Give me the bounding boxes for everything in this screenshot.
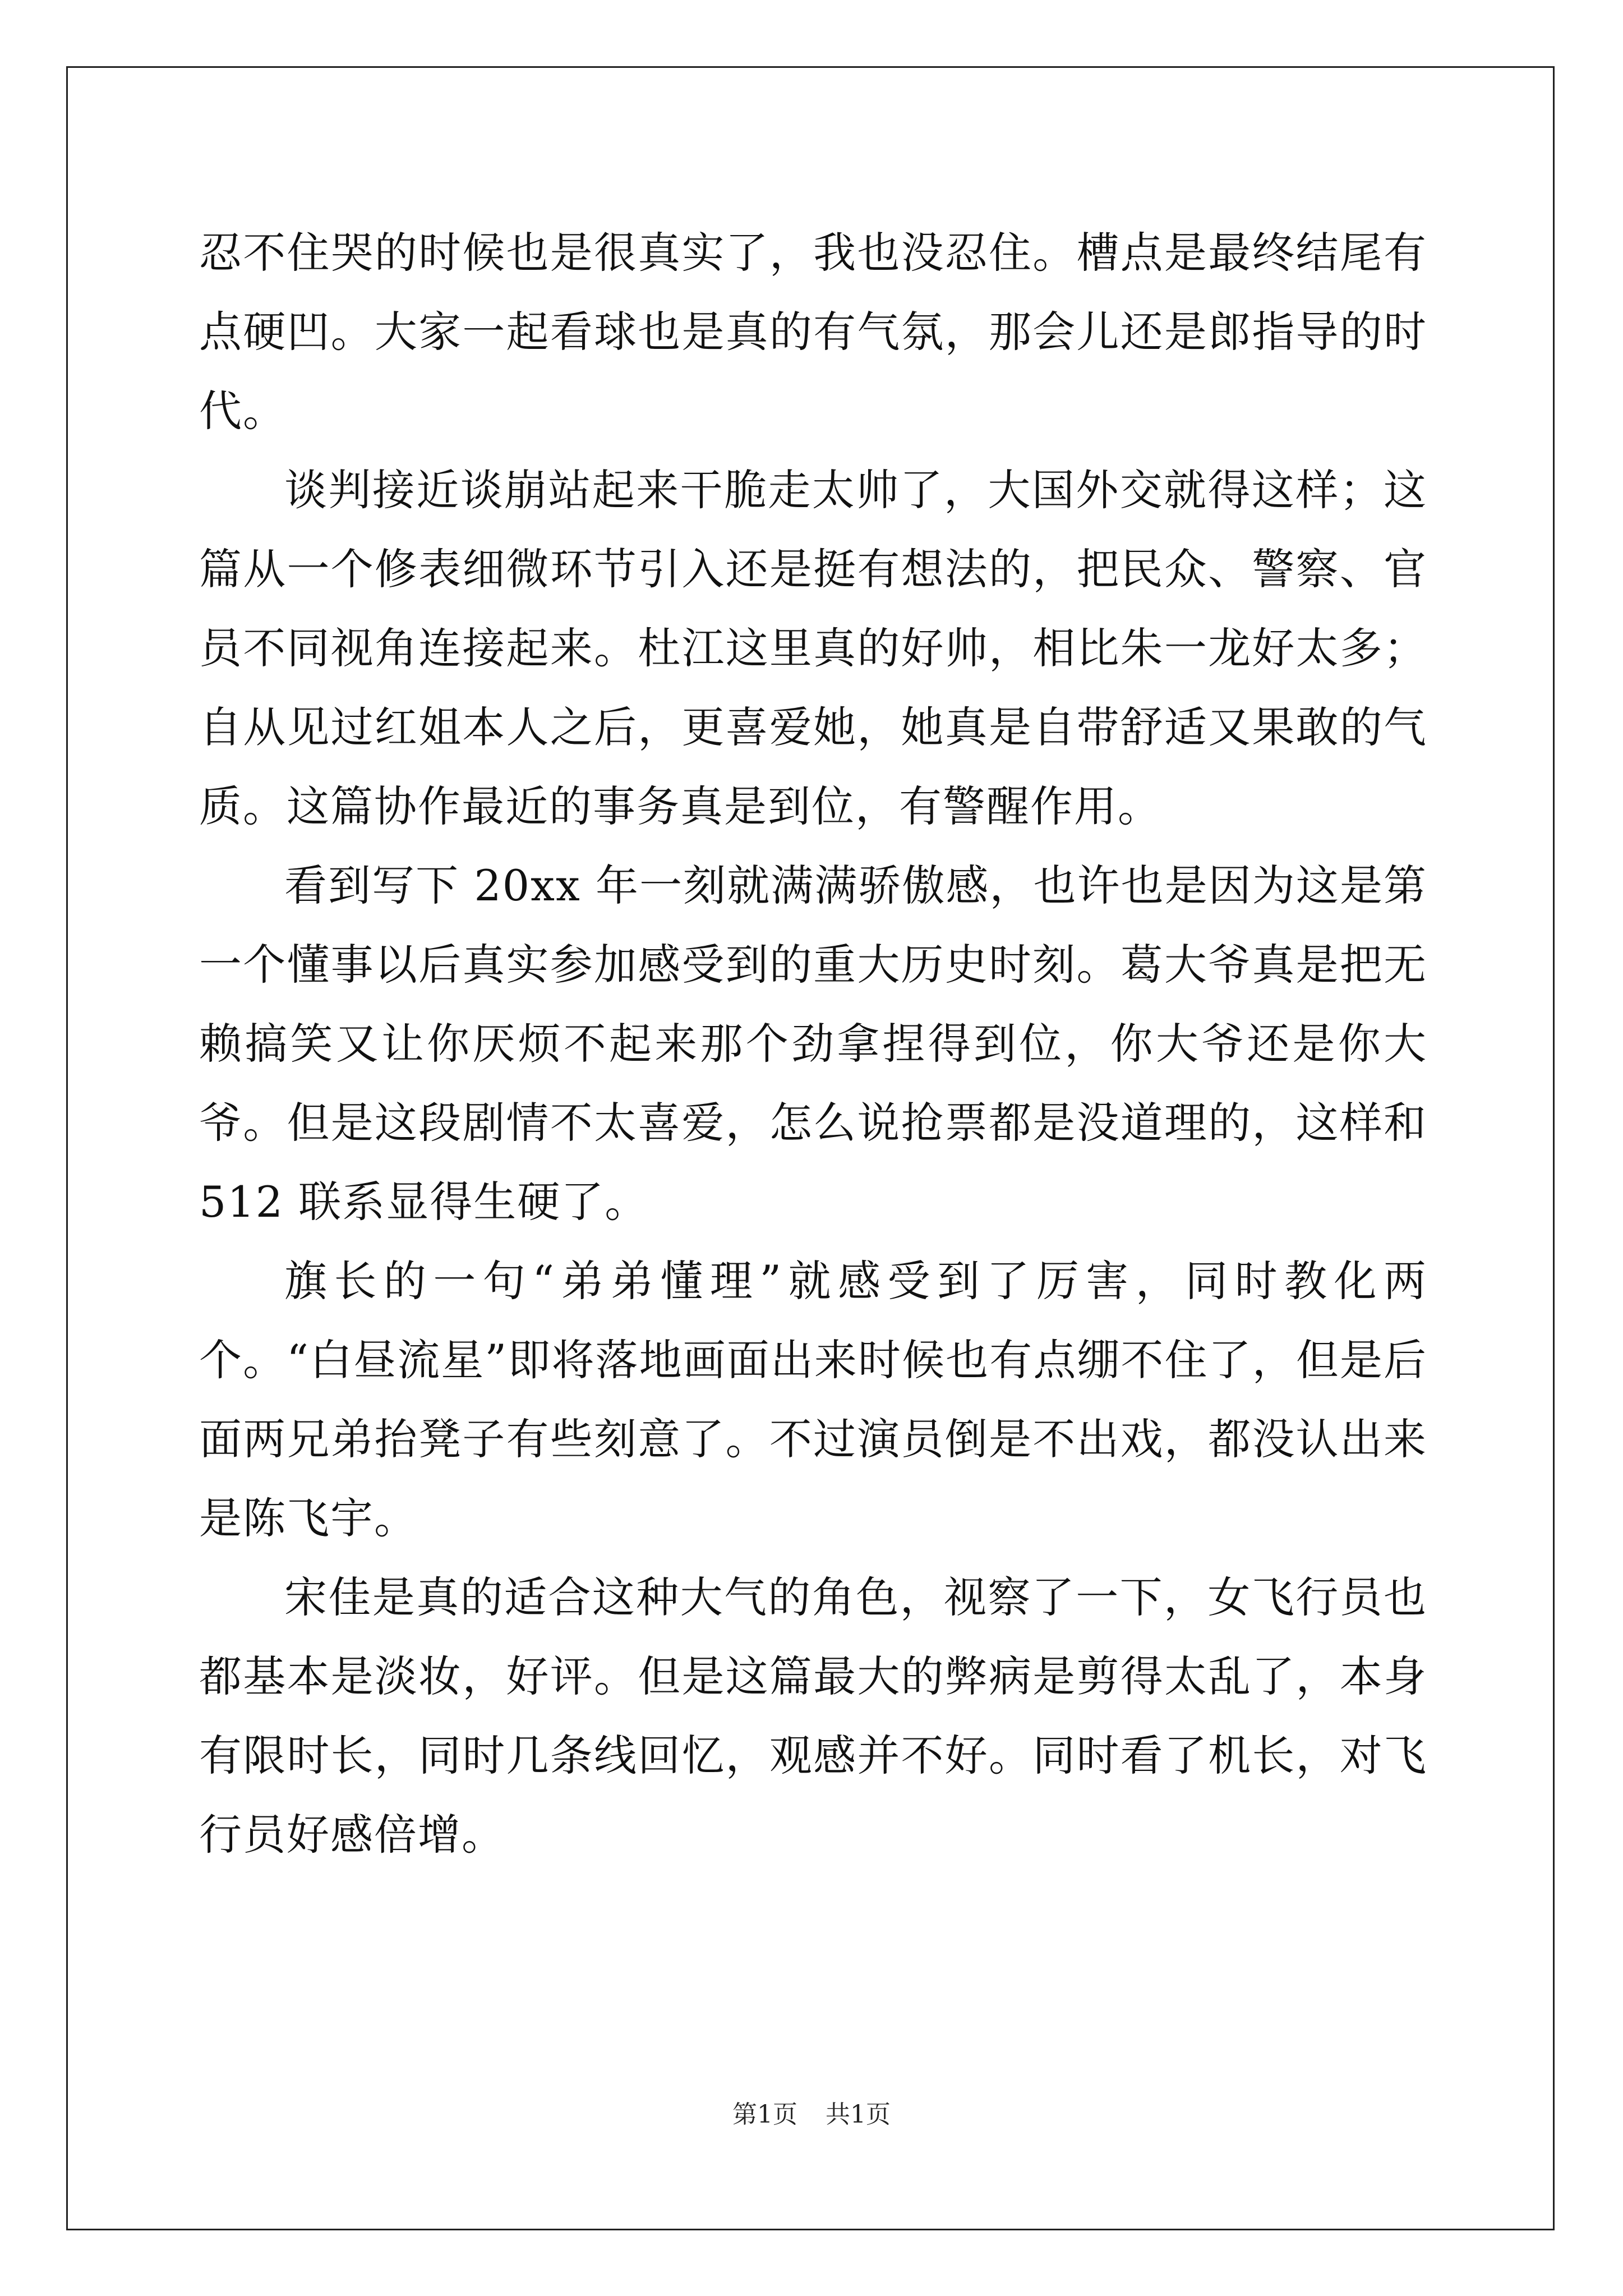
paragraph-2: 谈判接近谈崩站起来干脆走太帅了，大国外交就得这样；这篇从一个修表细微环节引入还是挺有想法的，把民众、警察、官员不同视角连接起来。杜江这里真的好帅，相比朱一龙好太多；自从见过红姐本人之后，更喜爱她，她真是自带舒适又果敢的气质。这篇协作最近的事务真是到位，有警醒作用。 <box>199 465 1427 831</box>
paragraph-3: 看到写下 20xx 年一刻就满满骄傲感，也许也是因为这是第一个懂事以后真实参加感受到的重大历史时刻。葛大爷真是把无赖搞笑又让你厌烦不起来那个劲拿捏得到位，你大爷还是你大爷。但是这段剧情不太喜爱，怎么说抢票都是没道理的，这样和 512 联系显得生硬了。 <box>199 861 1427 1227</box>
paragraph-5: 宋佳是真的适合这种大气的角色，视察了一下，女飞行员也都基本是淡妆，好评。但是这篇最大的弊病是剪得太乱了，本身有限时长，同时几条线回忆，观感并不好。同时看了机长，对飞行员好感倍增。 <box>199 1572 1427 1860</box>
page-footer <box>0 2098 1623 2132</box>
paragraph-4: 旗长的一句“弟弟懂理”就感受到了厉害，同时教化两个。“白昼流星”即将落地画面出来时候也有点绷不住了，但是后面两兄弟抬凳子有些刻意了。不过演员倒是不出戏，都没认出来是陈飞宇。 <box>199 1256 1427 1543</box>
document-body <box>199 213 1427 1874</box>
paragraph-1: 忍不住哭的时候也是很真实了，我也没忍住。槽点是最终结尾有点硬凹。大家一起看球也是真的有气氛，那会儿还是郎指导的时代。 <box>199 228 1427 436</box>
page-number: 第1页 <box>732 2100 797 2129</box>
page-total: 共1页 <box>826 2100 891 2129</box>
